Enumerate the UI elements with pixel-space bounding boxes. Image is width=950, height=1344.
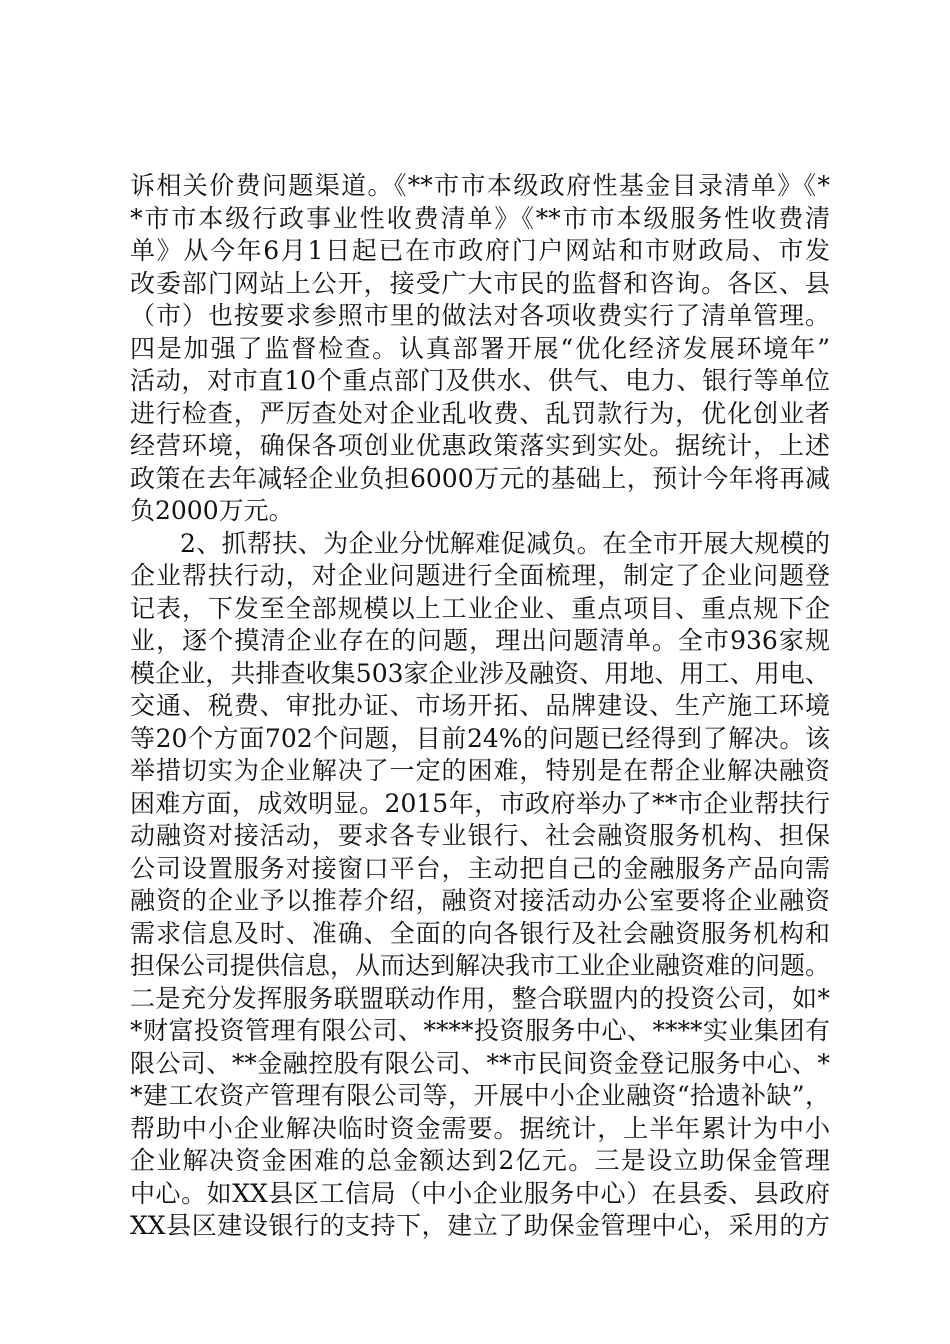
text-line: *建工农资产管理有限公司等，开展中小企业融资“拾遗补缺”， <box>130 1081 830 1110</box>
text-line: 企业帮扶行动，对企业问题进行全面梳理，制定了企业问题登 <box>130 561 830 590</box>
text-line: 等20个方面702个问题，目前24%的问题已经得到了解决。该 <box>130 723 830 753</box>
text-line: 负2000万元。 <box>130 496 294 525</box>
text-line: 模企业，共排查收集503家企业涉及融资、用地、用工、用电、 <box>130 658 830 688</box>
text-line: 记表，下发至全部规模以上工业企业、重点项目、重点规下企 <box>130 593 830 623</box>
text-line: 经营环境，确保各项创业优惠政策落实到实处。据统计，上述 <box>130 431 830 460</box>
text-line: 公司设置服务对接窗口平台，主动把自己的金融服务产品向需 <box>130 853 830 883</box>
text-line: 帮助中小企业解决临时资金需要。据统计，上半年累计为中小 <box>130 1113 830 1143</box>
text-line: 进行检查，严厉查处对企业乱收费、乱罚款行为，优化创业者 <box>130 398 830 428</box>
text-line: 企业解决资金困难的总金额达到2亿元。三是设立助保金管理 <box>130 1146 830 1175</box>
text-line: 改委部门网站上公开，接受广大市民的监督和咨询。各区、县 <box>130 268 830 298</box>
text-line: *市市本级行政事业性收费清单》《**市市本级服务性收费清 <box>130 203 830 233</box>
paragraph-2 <box>130 528 830 1243</box>
text-line: 需求信息及时、准确、全面的向各银行及社会融资服务机构和 <box>130 918 830 948</box>
text-line: （市）也按要求参照市里的做法对各项收费实行了清单管理。 <box>130 301 830 330</box>
text-line: 单》从今年6月1日起已在市政府门户网站和市财政局、市发 <box>130 236 830 265</box>
text-line: *财富投资管理有限公司、****投资服务中心、****实业集团有 <box>130 1016 830 1045</box>
text-line: 二是充分发挥服务联盟联动作用，整合联盟内的投资公司，如* <box>130 983 830 1013</box>
text-line: 限公司、**金融控股有限公司、**市民间资金登记服务中心、* <box>130 1048 830 1078</box>
text-line: 中心。如XX县区工信局（中小企业服务中心）在县委、县政府 <box>130 1178 830 1208</box>
text-line: 交通、税费、审批办证、市场开拓、品牌建设、生产施工环境 <box>130 691 830 720</box>
text-line: 动融资对接活动，要求各专业银行、社会融资服务机构、担保 <box>130 821 830 850</box>
text-line: 诉相关价费问题渠道。《**市市本级政府性基金目录清单》《* <box>130 171 830 200</box>
text-line: 担保公司提供信息，从而达到解决我市工业企业融资难的问题。 <box>130 951 831 980</box>
text-line: 四是加强了监督检查。认真部署开展“优化经济发展环境年” <box>130 333 830 363</box>
body-text <box>130 170 830 1243</box>
text-line: 融资的企业予以推荐介绍，融资对接活动办公室要将企业融资 <box>130 886 830 915</box>
text-line: 困难方面，成效明显。2015年，市政府举办了**市企业帮扶行 <box>130 788 830 818</box>
text-line: XX县区建设银行的支持下，建立了助保金管理中心，采用的方 <box>130 1211 830 1240</box>
text-line: 政策在去年减轻企业负担6000万元的基础上，预计今年将再减 <box>130 463 830 493</box>
text-line: 举措切实为企业解决了一定的困难，特别是在帮企业解决融资 <box>130 756 830 785</box>
text-line: 2、抓帮扶、为企业分忧解难促减负。在全市开展大规模的 <box>180 528 830 558</box>
text-line: 活动，对市直10个重点部门及供水、供气、电力、银行等单位 <box>130 366 830 395</box>
paragraph-1 <box>130 170 830 528</box>
text-line: 业，逐个摸清企业存在的问题，理出问题清单。全市936家规 <box>130 626 830 655</box>
